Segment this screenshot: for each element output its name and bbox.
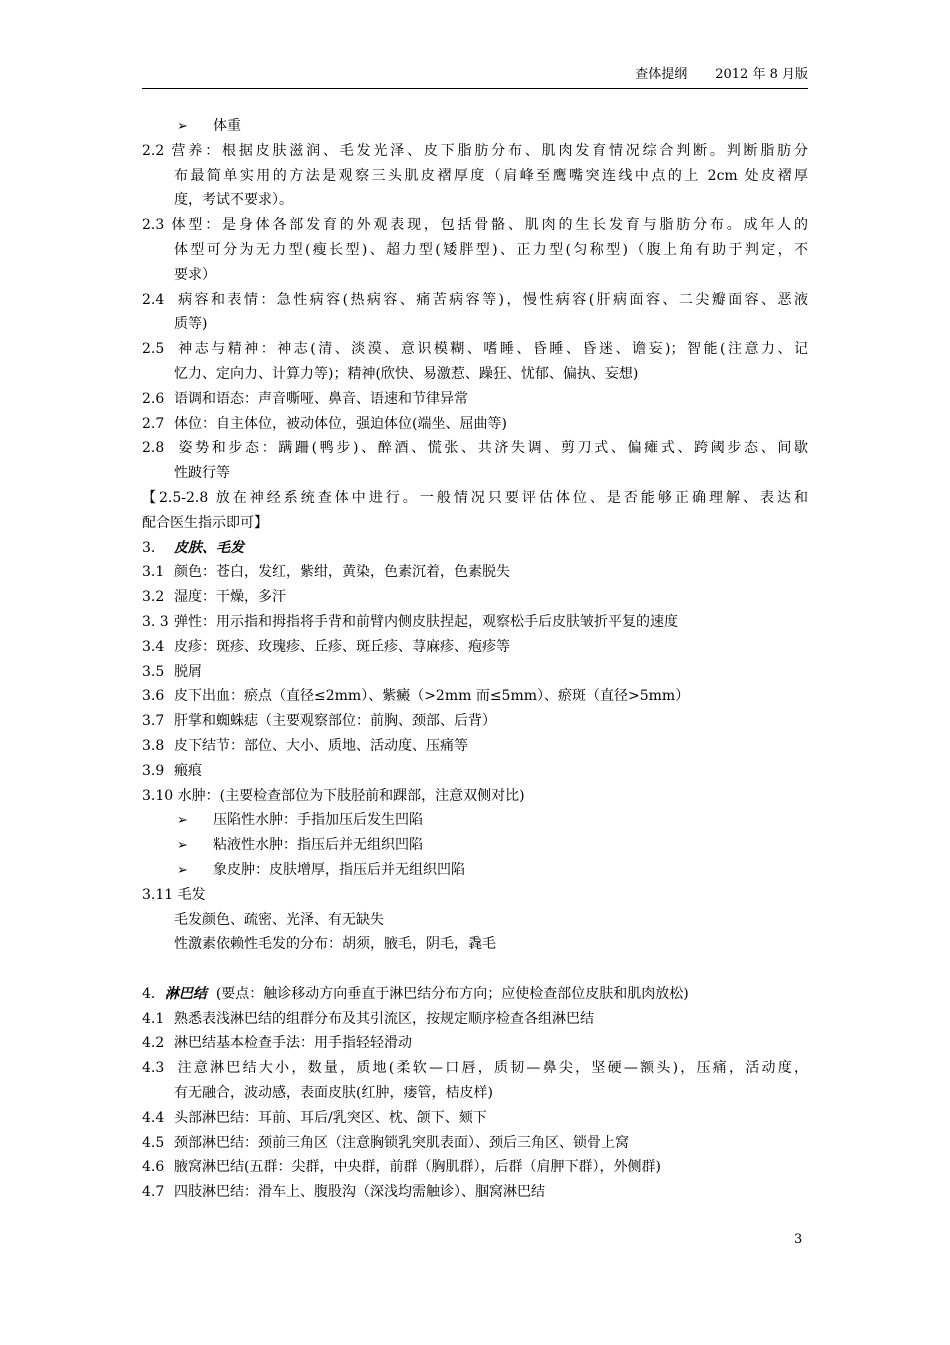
arrow-bullet-icon: ➢	[177, 838, 188, 854]
note-line: 【2.5-2.8 放在神经系统查体中进行。一般情况只要评估体位、是否能够正确理解、表达和	[142, 489, 808, 506]
item-2-5-cont: 忆力、定向力、计算力等)；精神(欣快、易激惹、躁狂、忧郁、偏执、妄想)	[174, 365, 639, 382]
item-4-3-cont: 有无融合，波动感，表面皮肤(红肿，瘘管，桔皮样)	[174, 1085, 493, 1102]
item-2-2-cont: 布最简单实用的方法是观察三头肌皮褶厚度（肩峰至鹰嘴突连线中点的上 2cm 处皮褶厚	[174, 167, 808, 184]
section-3-heading: 3. 皮肤、毛发	[142, 539, 244, 556]
item-3-4: 3.4 皮疹：斑疹、玫瑰疹、丘疹、斑丘疹、荨麻疹、疱疹等	[142, 638, 510, 655]
arrow-bullet-icon: ➢	[177, 862, 188, 878]
item-4-1: 4.1 熟悉表浅淋巴结的组群分布及其引流区，按规定顺序检查各组淋巴结	[142, 1010, 594, 1027]
item-2-8: 2.8 姿势和步态：蹒跚(鸭步)、醉酒、慌张、共济失调、剪刀式、偏瘫式、跨阈步态、间歇	[142, 440, 808, 457]
item-4-6: 4.6 腋窝淋巴结(五群：尖群，中央群，前群（胸肌群），后群（肩胛下群），外侧群)	[142, 1159, 661, 1176]
item-4-3: 4.3 注意淋巴结大小，数量，质地(柔软—口唇，质韧—鼻尖，坚硬—额头)，压痛，活动度，	[142, 1060, 808, 1077]
item-2-7: 2.7 体位：自主体位，被动体位，强迫体位(端坐、屈曲等)	[142, 415, 507, 432]
header-edition: 2012 年 8 月版	[715, 67, 808, 82]
item-3-2: 3.2 湿度：干燥，多汗	[142, 589, 286, 606]
item-3-11-sub: 毛发颜色、疏密、光泽、有无缺失	[174, 911, 384, 928]
arrow-bullet-icon: ➢	[177, 813, 188, 829]
item-2-3: 2.3 体型：是身体各部发育的外观表现，包括骨骼、肌肉的生长发育与脂肪分布。成年人的	[142, 217, 808, 234]
item-3-6: 3.6 皮下出血：瘀点（直径≤2mm）、紫癜（>2mm 而≤5mm）、瘀斑（直径>5mm）	[142, 688, 690, 705]
item-4-2: 4.2 淋巴结基本检查手法：用手指轻轻滑动	[142, 1035, 412, 1052]
bullet-line: ➢ 压陷性水肿：手指加压后发生凹陷	[142, 808, 808, 833]
item-4-7: 4.7 四肢淋巴结：滑车上、腹股沟（深浅均需触诊）、腘窝淋巴结	[142, 1184, 545, 1201]
item-3-11: 3.11 毛发	[142, 886, 206, 903]
item-3-5: 3.5 脱屑	[142, 663, 202, 680]
header-title: 查体提纲	[635, 67, 688, 82]
item-2-6: 2.6 语调和语态：声音嘶哑、鼻音、语速和节律异常	[142, 390, 468, 407]
item-2-4-cont: 质等)	[174, 316, 208, 333]
item-3-1: 3.1 颜色：苍白，发红，紫绀，黄染，色素沉着，色素脱失	[142, 564, 510, 581]
item-4-4: 4.4 头部淋巴结：耳前、耳后/乳突区、枕、颌下、颏下	[142, 1109, 487, 1126]
item-2-4: 2.4 病容和表情：急性病容(热病容、痛苦病容等)，慢性病容(肝病面容、二尖瓣面容、恶液	[142, 291, 808, 308]
bullet-line: ➢ 体重	[142, 114, 808, 139]
page-number: 3	[794, 1232, 803, 1247]
item-3-10: 3.10 水肿：(主要检查部位为下肢胫前和踝部，注意双侧对比)	[142, 787, 525, 804]
arrow-bullet-icon: ➢	[177, 119, 188, 134]
section-4-heading: 4．淋巴结 (要点：触诊移动方向垂直于淋巴结分布方向；应使检查部位皮肤和肌肉放松)	[142, 985, 689, 1002]
bullet-line: ➢ 象皮肿：皮肤增厚，指压后并无组织凹陷	[142, 858, 808, 883]
item-3-11-sub: 性激素依赖性毛发的分布：胡须，腋毛，阴毛，毳毛	[174, 936, 496, 953]
item-3-9: 3.9 瘢痕	[142, 762, 202, 779]
document-body	[142, 114, 808, 1205]
page-header	[142, 66, 808, 89]
item-3-7: 3.7 肝掌和蜘蛛痣（主要观察部位：前胸、颈部、后背）	[142, 713, 496, 730]
note-line-cont: 配合医生指示即可】	[142, 514, 268, 531]
item-2-2: 2.2 营养：根据皮肤滋润、毛发光泽、皮下脂肪分布、肌肉发育情况综合判断。判断脂肪分	[142, 142, 808, 159]
item-2-8-cont: 性跛行等	[174, 465, 230, 482]
item-4-5: 4.5 颈部淋巴结：颈前三角区（注意胸锁乳突肌表面）、颈后三角区、锁骨上窝	[142, 1134, 629, 1151]
item-2-3-cont: 体型可分为无力型(瘦长型)、超力型(矮胖型)、正力型(匀称型)（腹上角有助于判定，不	[174, 241, 808, 258]
item-3-8: 3.8 皮下结节：部位、大小、质地、活动度、压痛等	[142, 737, 468, 754]
item-3-3: 3. 3 弹性：用示指和拇指将手背和前臂内侧皮肤捏起，观察松手后皮肤皱折平复的速度	[142, 613, 678, 630]
item-2-3-cont: 要求）	[174, 266, 216, 283]
item-2-5: 2.5 神志与精神：神志(清、淡漠、意识模糊、嗜睡、昏睡、昏迷、谵妄)；智能(注意力、记	[142, 341, 808, 358]
bullet-line: ➢ 粘液性水肿：指压后并无组织凹陷	[142, 833, 808, 858]
item-2-2-cont: 度，考试不要求）。	[174, 192, 293, 209]
